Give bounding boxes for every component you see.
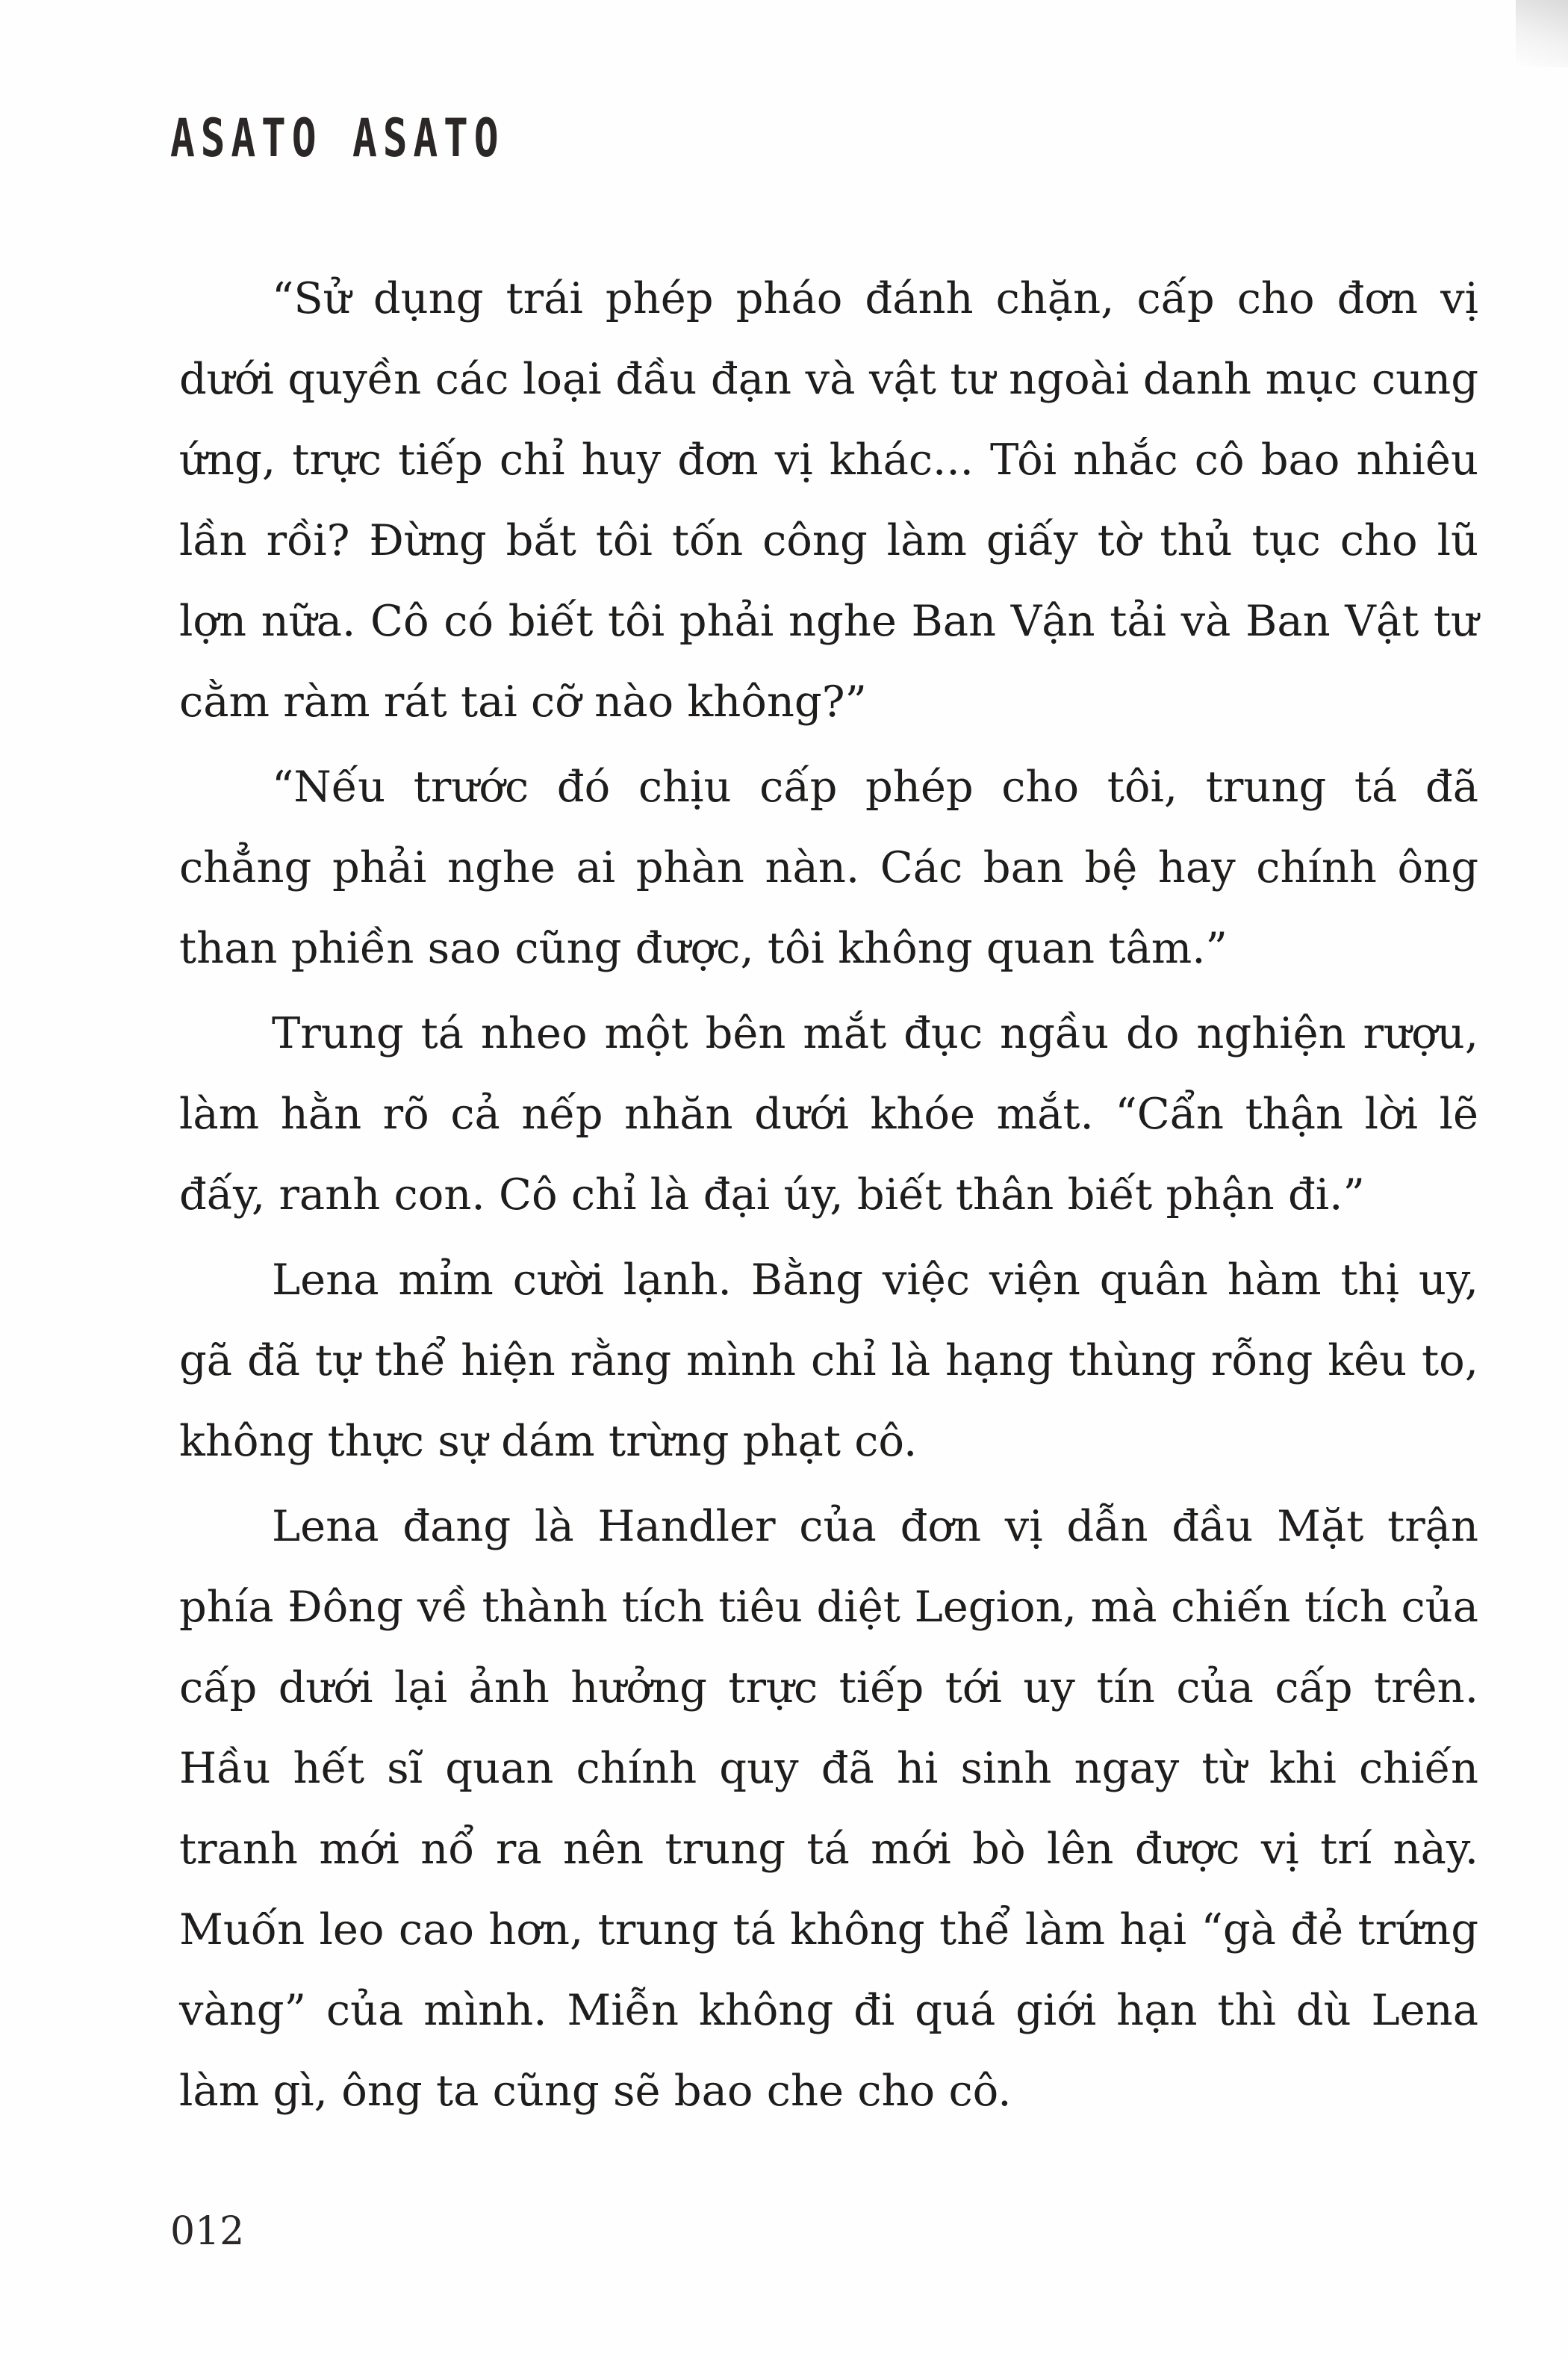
page-edge-shadow <box>1516 0 1568 67</box>
paragraph: Lena đang là Handler của đơn vị dẫn đầu Mặt trận phía Đông về thành tích tiêu diệt Legion, mà chiến tích của cấp dưới lại ảnh hưởng trực tiếp tới uy tín của cấp trên. Hầu hết sĩ quan chính quy đã hi sinh ngay từ khi chiến tranh mới nổ ra nên trung tá mới bò lên được vị trí này. Muốn leo cao hơn, trung tá không thể làm hại “gà đẻ trứng vàng” của mình. Miễn không đi quá giới hạn thì dù Lena làm gì, ông ta cũng sẽ bao che cho cô. <box>179 1501 1478 2116</box>
page-number: 012 <box>170 2209 245 2254</box>
body-text <box>179 258 1478 2136</box>
paragraph: “Nếu trước đó chịu cấp phép cho tôi, trung tá đã chẳng phải nghe ai phàn nàn. Các ban bệ hay chính ông than phiền sao cũng được, tôi không quan tâm.” <box>179 762 1478 973</box>
running-head-author: ASATO ASATO <box>170 108 505 169</box>
paragraph: “Sử dụng trái phép pháo đánh chặn, cấp cho đơn vị dưới quyền các loại đầu đạn và vật tư ngoài danh mục cung ứng, trực tiếp chỉ huy đơn vị khác... Tôi nhắc cô bao nhiêu lần rồi? Đừng bắt tôi tốn công làm giấy tờ thủ tục cho lũ lợn nữa. Cô có biết tôi phải nghe Ban Vận tải và Ban Vật tư cằm ràm rát tai cỡ nào không?” <box>179 273 1478 727</box>
paragraph: Trung tá nheo một bên mắt đục ngầu do nghiện rượu, làm hằn rõ cả nếp nhăn dưới khóe mắt. “Cẩn thận lời lẽ đấy, ranh con. Cô chỉ là đại úy, biết thân biết phận đi.” <box>179 1008 1478 1220</box>
paragraph: Lena mỉm cười lạnh. Bằng việc viện quân hàm thị uy, gã đã tự thể hiện rằng mình chỉ là hạng thùng rỗng kêu to, không thực sự dám trừng phạt cô. <box>179 1255 1478 1466</box>
